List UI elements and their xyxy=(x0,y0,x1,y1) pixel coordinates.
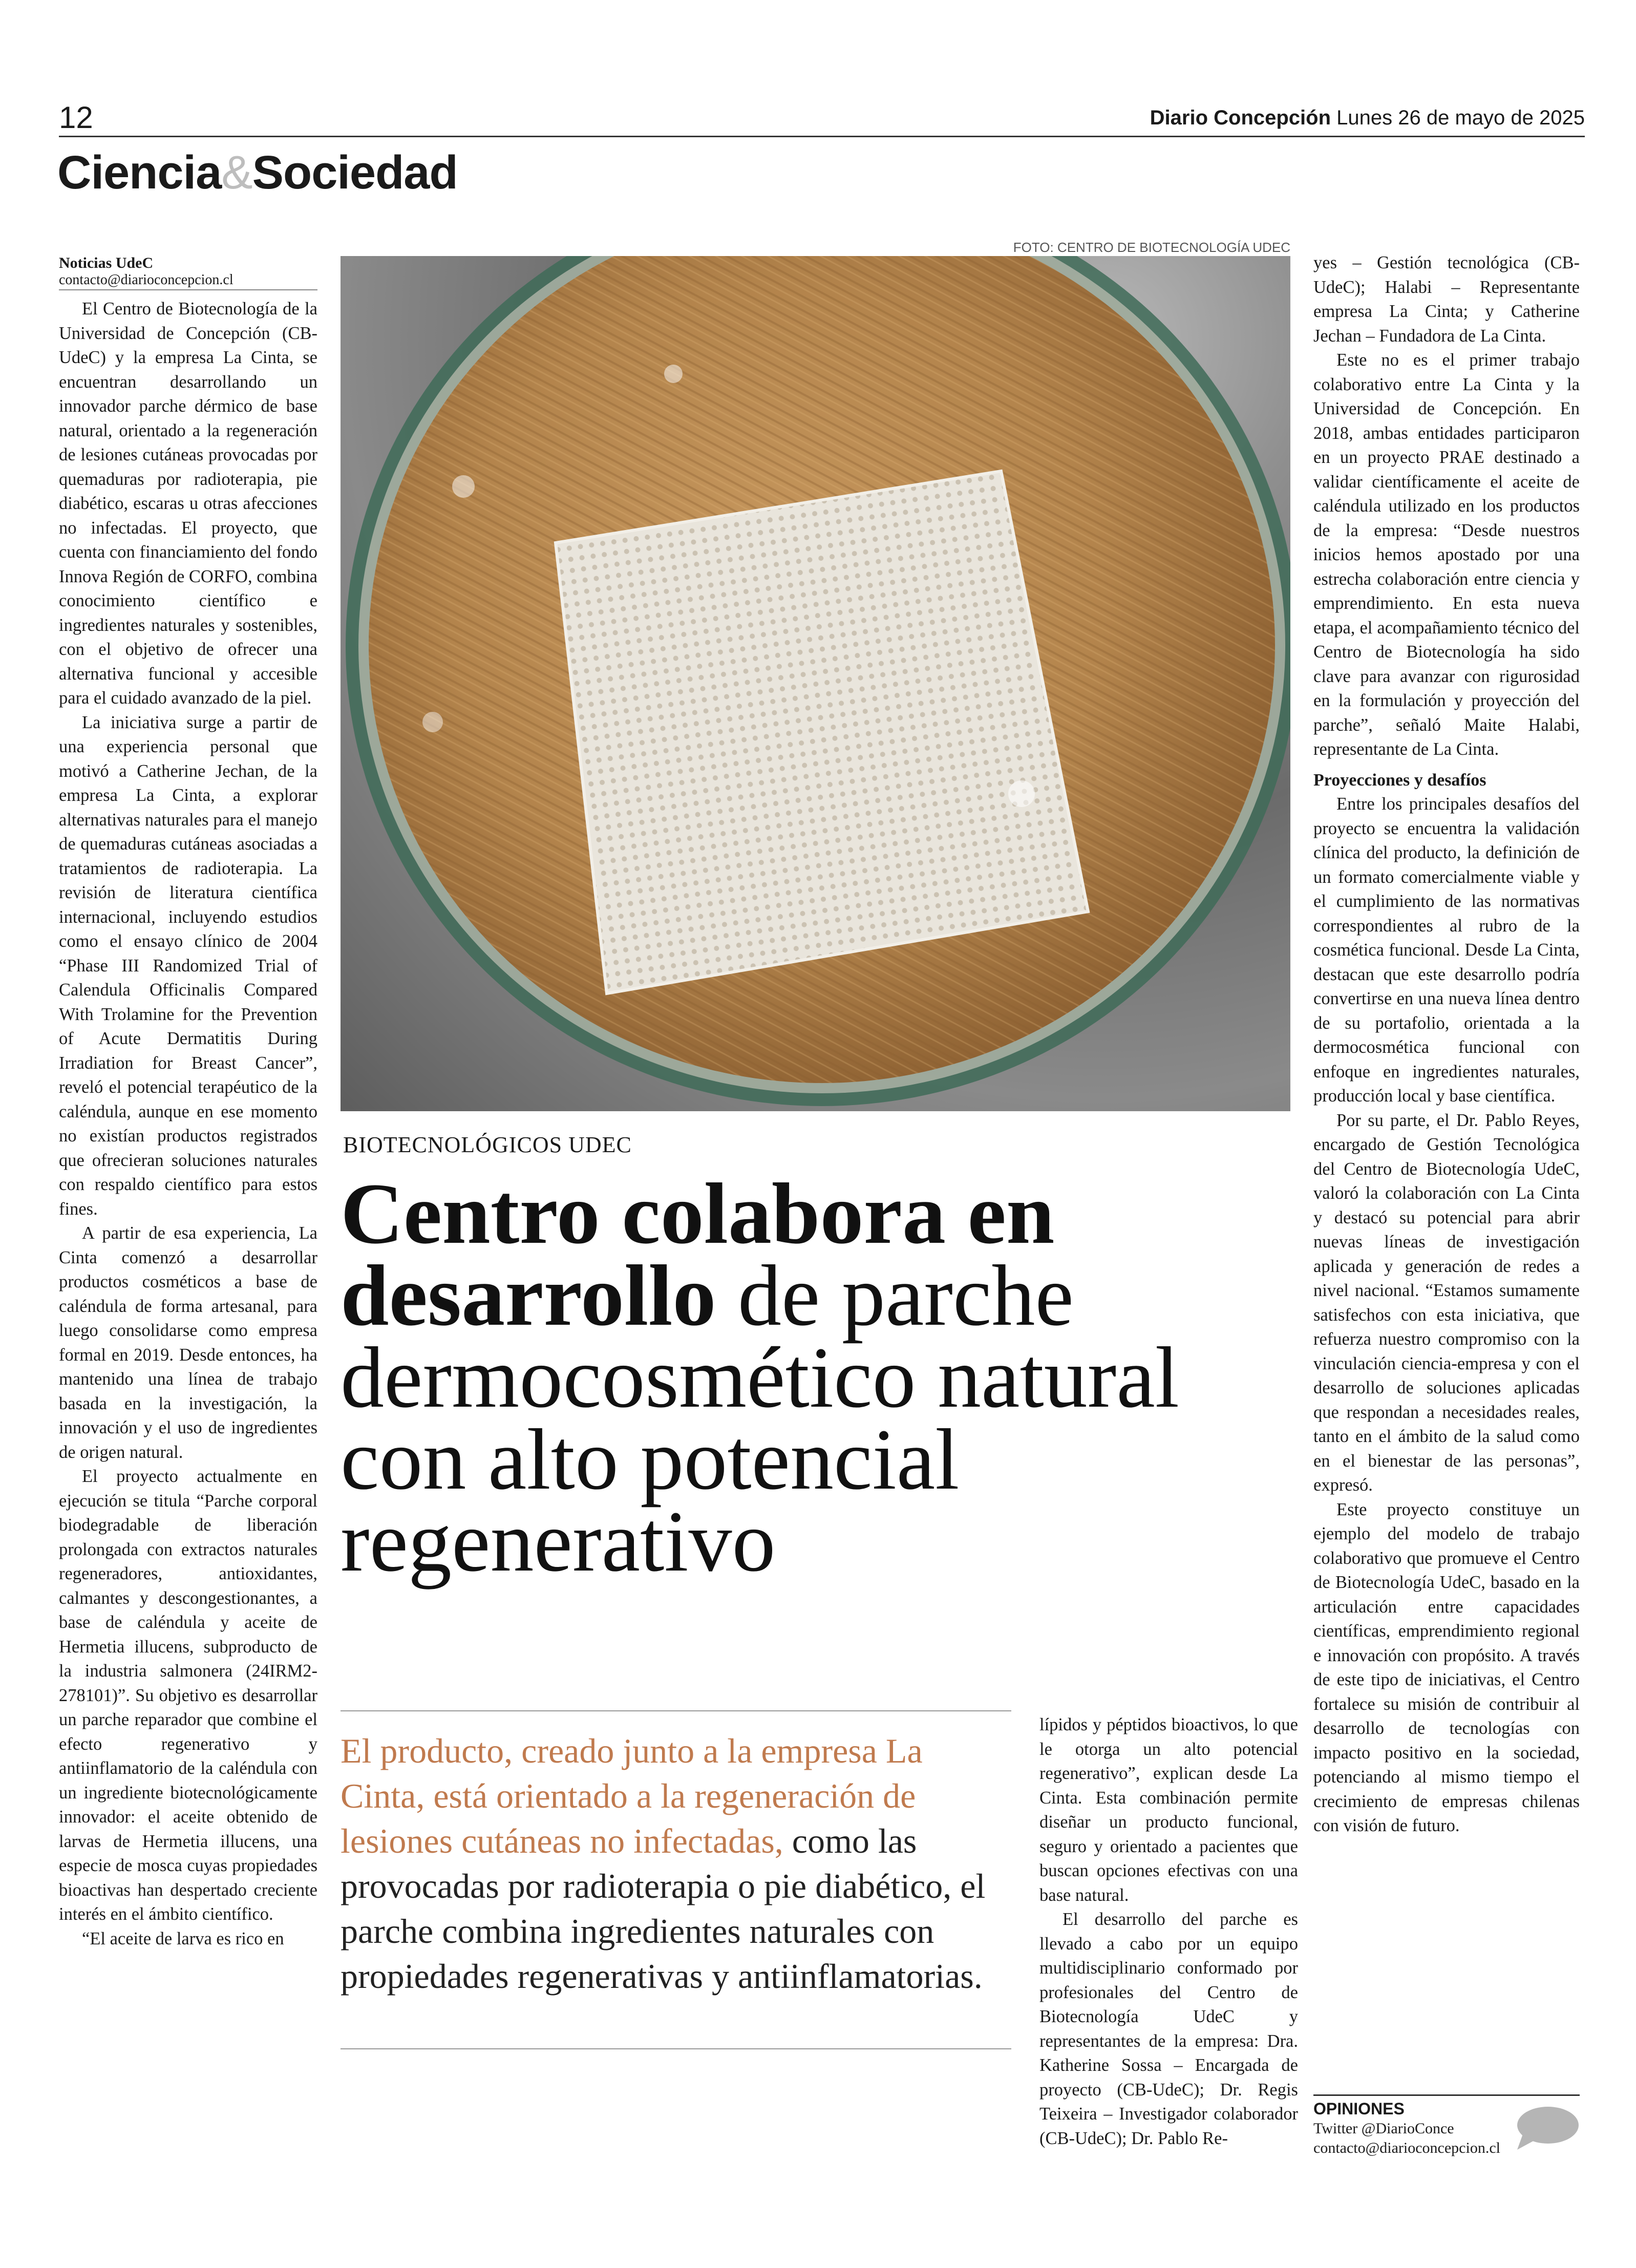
col2-paragraph: El desarrollo del parche es llevado a cabo por un equipo multidisciplinario conformado por profesionales del Centro de Biotecnología UdeC y representantes de la empresa: Dra. Katherine Sossa – Encargada de proyecto (CB-UdeC); Dr. Regis Teixeira – Investigador colaborador (CB-UdeC); Dr. Pablo Re- xyxy=(1039,1910,1298,2148)
section-title-part2: Sociedad xyxy=(252,146,458,199)
deck-rule-top xyxy=(341,1710,1011,1711)
masthead xyxy=(1150,107,1585,130)
col1-paragraph: A partir de esa experiencia, La Cinta comenzó a desarrollar productos cosméticos a base de caléndula de forma artesanal, para luego consolidarse como empresa formal en 2019. Desde entonces, ha mantenido una línea de trabajo basada en la investigación, la innovación y el uso de ingredientes de origen natural. xyxy=(59,1223,317,1462)
headline-bold: Centro colabora en desarrollo xyxy=(341,1165,1055,1344)
petri-dish-illustration xyxy=(341,256,1290,1111)
section-title xyxy=(57,146,458,200)
article-kicker: BIOTECNOLÓGICOS UDEC xyxy=(343,1132,632,1157)
author-rule xyxy=(59,289,317,290)
article-deck xyxy=(341,1728,1006,1999)
article-headline xyxy=(341,1165,1313,1589)
opinions-twitter: Twitter @DiarioConce xyxy=(1313,2120,1454,2137)
opinions-title: OPINIONES xyxy=(1313,2100,1405,2118)
col1-paragraph: El proyecto actualmente en ejecución se titula “Parche corporal biodegradable de liberación prolongada con extractos naturales regeneradores, antioxidantes, calmantes y descongestionantes, a base de caléndula y aceite de Hermetia illucens, subproducto de la industria salmonera (24IRM2-278101)”. Su objetivo es desarrollar un parche reparador que combine el efecto regenerativo y antiinflamatorio de la caléndula con un ingrediente biotecnológicamente innovador: el aceite obtenido de larvas de Hermetia illucens, una especie de mosca cuyas propiedades bioactivas han despertado creciente interés en el ámbito científico. xyxy=(59,1467,317,1924)
article-photo xyxy=(341,256,1290,1111)
col1-paragraph: “El aceite de larva es rico en xyxy=(82,1928,284,1948)
col1-paragraph: El Centro de Biotecnología de la Universidad de Concepción (CB-UdeC) y la empresa La Cinta, se encuentran desarrollando un innovador parche dérmico de base natural, orientado a la regeneración de lesiones cutáneas provocadas por quemaduras por radioterapia, pie diabético, escaras u otras afecciones no infectadas. El proyecto, que cuenta con financiamiento del fondo Innova Región de CORFO, combina conocimiento científico e ingredientes naturales y sostenibles, con el objetivo de ofrecer una alternativa funcional y accesible para el cuidado avanzado de la piel. xyxy=(59,299,317,708)
opinions-rule xyxy=(1313,2094,1580,2096)
header-rule xyxy=(59,136,1585,137)
deck-rule-bottom xyxy=(341,2048,1011,2049)
masthead-date: Lunes 26 de mayo de 2025 xyxy=(1336,107,1585,129)
article-column-2 xyxy=(1039,1713,1298,2151)
col3-paragraph: yes – Gestión tecnológica (CB-UdeC); Halabi – Representante empresa La Cinta; y Catherine Jechan – Fundadora de La Cinta. xyxy=(1313,253,1580,346)
col3-paragraph: Este no es el primer trabajo colaborativo entre La Cinta y la Universidad de Concepción. En 2018, ambas entidades participaron en un proyecto PRAE destinado a validar científicamente el aceite de caléndula utilizado en los productos de la empresa: “Desde nuestros inicios hemos apostado por una estrecha colaboración entre ciencia y emprendimiento. En esta nueva etapa, el acompañamiento técnico del Centro de Biotecnología ha sido clave para avanzar con rigurosidad en la formulación y proyección del parche”, señaló Maite Halabi, representante de La Cinta. xyxy=(1313,350,1580,759)
article-subhead: Proyecciones y desafíos xyxy=(1313,770,1486,790)
col2-paragraph: lípidos y péptidos bioactivos, lo que le otorga un alto potencial regenerativo”, explican desde La Cinta. Esta combinación permite diseñar un producto funcional, seguro y orientado a pacientes que buscan opciones efectivas con una base natural. xyxy=(1039,1715,1298,1905)
article-column-1 xyxy=(59,297,317,1951)
section-title-part1: Ciencia xyxy=(57,146,222,199)
col1-paragraph: La iniciativa surge a partir de una experiencia personal que motivó a Catherine Jechan, de la empresa La Cinta, a explorar alternativas naturales para el manejo de quemaduras cutáneas asociadas a tratamientos de radioterapia. La revisión de literatura científica internacional, incluyendo estudios como el ensayo clínico de 2004 “Phase III Randomized Trial of Calendula Officinalis Compared With Trolamine for the Prevention of Acute Dermatitis During Irradiation for Breast Cancer”, reveló el potencial terapéutico de la caléndula, aunque en ese momento no existían productos registrados que ofrecieran soluciones naturales con respaldo científico para estos fines. xyxy=(59,712,317,1219)
photo-credit: FOTO: CENTRO DE BIOTECNOLOGÍA UDEC xyxy=(1013,240,1290,255)
author-email: contacto@diarioconcepcion.cl xyxy=(59,272,233,288)
headline-rest: de parche dermocosmético natural con alto potencial regenerativo xyxy=(341,1247,1179,1589)
opinions-email: contacto@diarioconcepcion.cl xyxy=(1313,2139,1500,2156)
author-block xyxy=(59,255,317,288)
masthead-name: Diario Concepción xyxy=(1150,107,1331,129)
section-title-amp: & xyxy=(221,146,252,199)
page-number: 12 xyxy=(59,100,93,135)
author-name: Noticias UdeC xyxy=(59,255,154,271)
article-column-3 xyxy=(1313,251,1580,1838)
col3-paragraph: Este proyecto constituye un ejemplo del modelo de trabajo colaborativo que promueve el Centro de Biotecnología UdeC, basado en la articulación entre capacidades científicas, emprendimiento regional e innovación con propósito. A través de este tipo de iniciativas, el Centro fortalece su misión de contribuir al desarrollo de tecnologías con impacto positivo en la sociedad, potenciando al mismo tiempo el crecimiento de empresas chilenas con visión de futuro. xyxy=(1313,1499,1580,1835)
speech-bubble-icon xyxy=(1513,2105,1580,2151)
deck-rest: como las provocadas por radioterapia o pie diabético, el parche combina ingredientes naturales con propiedades regenerativas y antiinflamatorias. xyxy=(341,1821,986,1996)
deck-highlight: El producto, creado junto a la empresa La Cinta, está orientado a la regeneración de lesiones cutáneas no infectadas, xyxy=(341,1731,923,1860)
col3-paragraph: Entre los principales desafíos del proyecto se encuentra la validación clínica del producto, la definición de un formato comercialmente viable y el cumplimiento de las normativas correspondientes al rubro de la cosmética funcional. Desde La Cinta, destacan que este desarrollo podría convertirse en una nueva línea dentro de su portafolio, orientada a la dermocosmética funcional con enfoque en ingredientes naturales, producción local y base científica. xyxy=(1313,794,1580,1106)
col3-paragraph: Por su parte, el Dr. Pablo Reyes, encargado de Gestión Tecnológica del Centro de Biotecnología UdeC, valoró la colaboración con La Cinta y destacó su potencial para abrir nuevas líneas de investigación aplicada y generación de redes a nivel nacional. “Estamos sumamente satisfechos con esta iniciativa, que refuerza nuestro compromiso con la vinculación ciencia-empresa y con el desarrollo de soluciones aplicadas que respondan a necesidades reales, tanto en el ámbito de la salud como en el bienestar de las personas”, expresó. xyxy=(1313,1110,1580,1495)
